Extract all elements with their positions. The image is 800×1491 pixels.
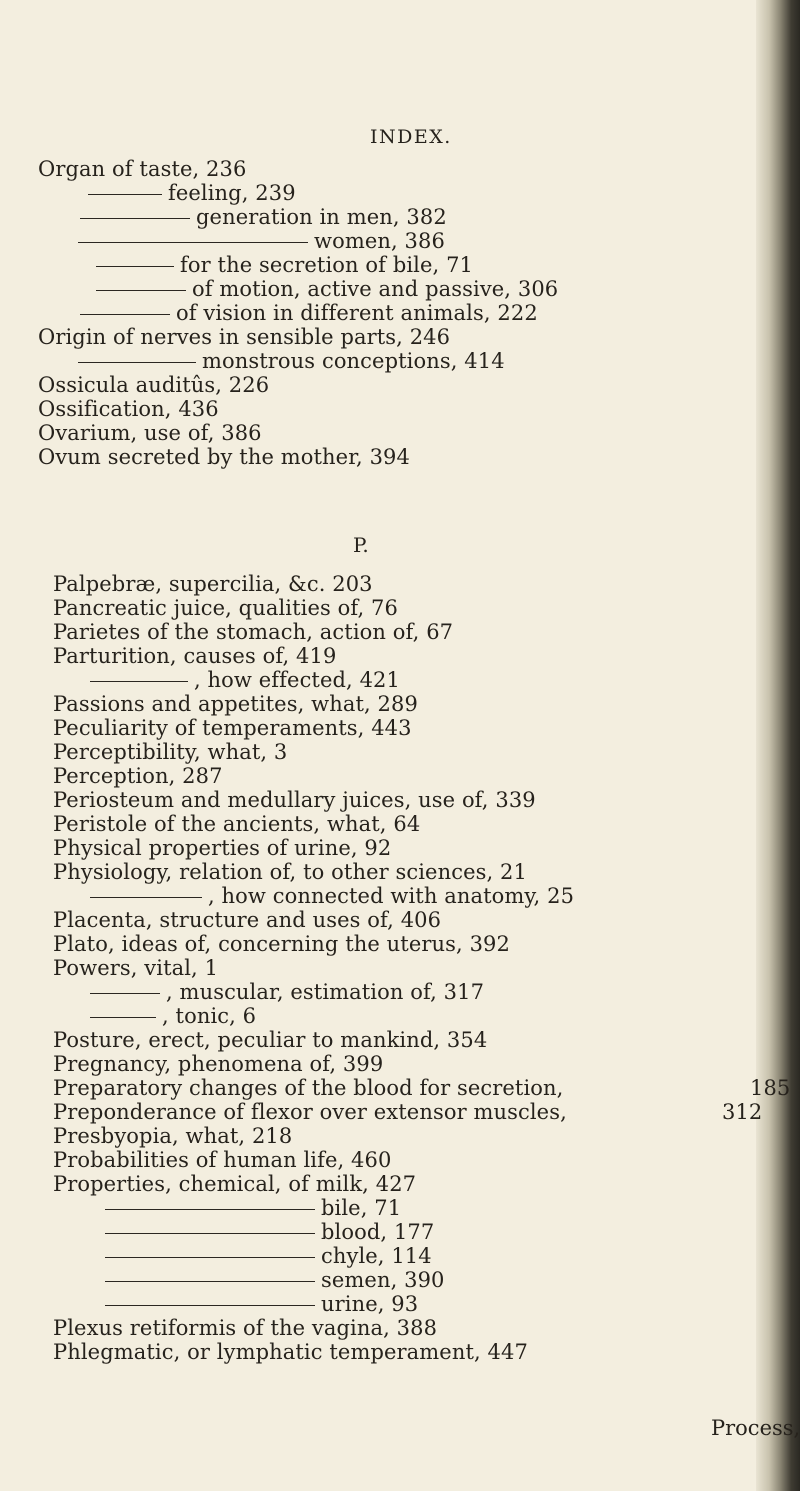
index-entry-text: Placenta, structure and uses of, 406 — [53, 908, 442, 932]
index-entry — [53, 1076, 563, 1100]
index-entry — [90, 1004, 256, 1028]
index-entry — [90, 980, 484, 1004]
index-entry-text: Parietes of the stomach, action of, 67 — [53, 620, 454, 644]
index-entry-text: Peristole of the ancients, what, 64 — [53, 812, 421, 836]
index-entry — [78, 349, 505, 373]
index-entry-page-number: 312 — [722, 1100, 763, 1124]
repeat-dash — [105, 1209, 315, 1210]
index-entry — [53, 692, 418, 716]
index-entry — [78, 229, 445, 253]
repeat-dash — [90, 681, 188, 682]
index-entry — [53, 596, 398, 620]
index-entry-text: Preponderance of flexor over extensor muscles, — [53, 1100, 567, 1124]
index-entry — [90, 668, 400, 692]
index-entry-text: Physiology, relation of, to other sciences, 21 — [53, 860, 527, 884]
index-entry — [105, 1268, 445, 1292]
index-entry — [53, 1148, 391, 1172]
page-edge-shadow — [756, 0, 800, 1491]
index-entry — [38, 373, 269, 397]
index-entry-text: blood, 177 — [321, 1220, 435, 1244]
repeat-dash — [105, 1233, 315, 1234]
index-entry — [53, 788, 536, 812]
index-entry — [38, 325, 450, 349]
repeat-dash — [78, 362, 196, 363]
repeat-dash — [105, 1257, 315, 1258]
index-entry-text: Perceptibility, what, 3 — [53, 740, 288, 764]
index-entry — [105, 1244, 432, 1268]
index-entry-text: urine, 93 — [321, 1292, 419, 1316]
index-entry-text: Phlegmatic, or lymphatic temperament, 447 — [53, 1340, 528, 1364]
catchword: Process, — [711, 1416, 800, 1440]
index-entry-text: Powers, vital, 1 — [53, 956, 219, 980]
index-entry-text: chyle, 114 — [321, 1244, 432, 1268]
index-entry-text: Posture, erect, peculiar to mankind, 354 — [53, 1028, 488, 1052]
index-entry-text: for the secretion of bile, 71 — [180, 253, 473, 277]
index-entry-text: Palpebræ, supercilia, &c. 203 — [53, 572, 373, 596]
repeat-dash — [96, 266, 174, 267]
index-entry — [53, 740, 287, 764]
index-entry — [53, 764, 223, 788]
repeat-dash — [78, 242, 308, 243]
index-entry-text: Ossicula auditûs, 226 — [38, 373, 270, 397]
index-entry — [88, 181, 296, 205]
index-entry-text: Probabilities of human life, 460 — [53, 1148, 392, 1172]
index-entry-text: of vision in different animals, 222 — [176, 301, 538, 325]
repeat-dash — [88, 194, 162, 195]
index-entry — [53, 1100, 567, 1124]
index-entry-text: Perception, 287 — [53, 764, 223, 788]
repeat-dash — [105, 1281, 315, 1282]
index-entry-text: , tonic, 6 — [162, 1004, 257, 1028]
index-entry — [105, 1220, 434, 1244]
index-entry-text: Passions and appetites, what, 289 — [53, 692, 418, 716]
index-entry-text: monstrous conceptions, 414 — [202, 349, 505, 373]
index-entry-text: of motion, active and passive, 306 — [192, 277, 559, 301]
index-entry-text: Organ of taste, 236 — [38, 157, 247, 181]
index-entry-text: Ovum secreted by the mother, 394 — [38, 445, 410, 469]
index-entry-text: Origin of nerves in sensible parts, 246 — [38, 325, 451, 349]
repeat-dash — [90, 1017, 156, 1018]
index-entry — [38, 397, 219, 421]
repeat-dash — [96, 290, 186, 291]
index-entry-text: bile, 71 — [321, 1196, 402, 1220]
index-entry — [53, 812, 420, 836]
index-entry-text: Ossification, 436 — [38, 397, 219, 421]
repeat-dash — [80, 218, 190, 219]
index-entry — [53, 572, 373, 596]
repeat-dash — [105, 1305, 315, 1306]
index-entry-text: semen, 390 — [321, 1268, 445, 1292]
index-entry-text: Plexus retiformis of the vagina, 388 — [53, 1316, 438, 1340]
section-letter: P. — [353, 533, 369, 557]
index-entry-text: Pregnancy, phenomena of, 399 — [53, 1052, 384, 1076]
index-entry — [38, 421, 262, 445]
index-entry — [53, 620, 453, 644]
index-entry-text: Periosteum and medullary juices, use of, 339 — [53, 788, 536, 812]
index-entry — [53, 1316, 437, 1340]
index-entry-text: generation in men, 382 — [196, 205, 447, 229]
repeat-dash — [80, 314, 170, 315]
index-entry-text: Plato, ideas of, concerning the uterus, 392 — [53, 932, 510, 956]
index-entry-text: women, 386 — [314, 229, 445, 253]
index-entry — [96, 253, 473, 277]
index-entry — [80, 205, 447, 229]
index-entry-text: , how connected with anatomy, 25 — [208, 884, 575, 908]
repeat-dash — [90, 993, 160, 994]
index-entry — [53, 836, 391, 860]
index-entry-text: Parturition, causes of, 419 — [53, 644, 337, 668]
running-header: INDEX. — [370, 126, 452, 148]
index-entry-text: feeling, 239 — [168, 181, 296, 205]
index-entry — [53, 908, 441, 932]
index-entry — [90, 884, 574, 908]
index-entry — [80, 301, 538, 325]
index-entry — [53, 1052, 383, 1076]
index-entry — [53, 1124, 292, 1148]
index-entry — [105, 1292, 418, 1316]
index-entry — [96, 277, 558, 301]
index-entry-text: Ovarium, use of, 386 — [38, 421, 262, 445]
index-entry-text: Properties, chemical, of milk, 427 — [53, 1172, 417, 1196]
index-entry-text: Physical properties of urine, 92 — [53, 836, 392, 860]
index-entry — [53, 932, 510, 956]
index-entry-text: Peculiarity of temperaments, 443 — [53, 716, 412, 740]
index-entry — [38, 445, 410, 469]
index-entry — [53, 1028, 487, 1052]
index-entry — [53, 716, 412, 740]
index-entry-text: , muscular, estimation of, 317 — [166, 980, 485, 1004]
index-entry — [53, 1340, 528, 1364]
index-entry — [105, 1196, 401, 1220]
repeat-dash — [90, 897, 202, 898]
index-entry — [53, 1172, 416, 1196]
index-entry — [53, 644, 336, 668]
index-entry — [53, 860, 527, 884]
index-entry-text: Preparatory changes of the blood for secretion, — [53, 1076, 564, 1100]
index-entry-text: , how effected, 421 — [194, 668, 400, 692]
index-entry-text: Pancreatic juice, qualities of, 76 — [53, 596, 398, 620]
index-entry — [53, 956, 218, 980]
index-entry-text: Presbyopia, what, 218 — [53, 1124, 293, 1148]
index-entry-page-number: 185 — [750, 1076, 791, 1100]
index-entry — [38, 157, 246, 181]
